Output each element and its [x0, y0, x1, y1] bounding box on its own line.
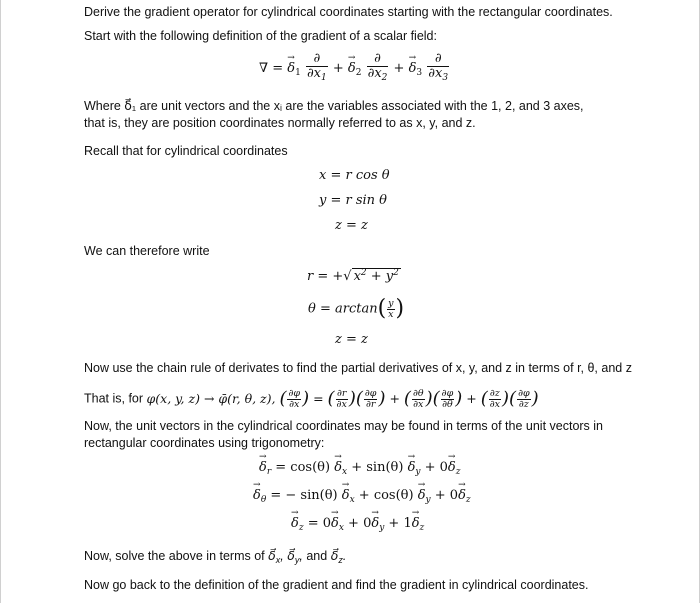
y-equation: y = r sin θ: [319, 193, 388, 208]
solve-line: Now, solve the above in terms of $\delta⃗_x$, $\delta⃗_y$, and $\delta⃗_z$.: [84, 549, 347, 565]
recall-line: Recall that for cylindrical coordinates: [84, 144, 288, 158]
z-equation: z = z: [335, 218, 368, 233]
unit-vector-trig-line: Now, the unit vectors in the cylindrical coordinates may be found in terms of the unit vectors in rectangular coordinates using trigonometry:: [84, 419, 604, 450]
delta-z-equation: → $\delta_z = 0\to \delta_x + 0\to \delta_y + 1\to \delta_z$: [291, 516, 424, 533]
delta-theta-equation: → $\delta_\theta$ = − $\sin(\theta) \to \delta_x + \cos(\theta) \to \delta_y + 0\to \delta_z$: [253, 488, 471, 505]
x-equation: x = r cos θ: [319, 168, 390, 183]
z-equation-2: z = z: [335, 332, 368, 347]
chain-rule-line: Now use the chain rule of derivates to find the partial derivatives of x, y, and z in terms of r, θ, and z: [84, 361, 632, 375]
r-equation: r = +√ $x^2 + y^2$: [307, 268, 399, 284]
delta-r-equation: → $\delta_r = \cos(\theta) \to \delta_x + \sin(\theta) \to \delta_y + 0\to \delta_z$: [259, 460, 461, 477]
gradient-equation: ∇ = → $\delta_1$ $\frac{\partial}{\partial x_1}$ + → $\delta_2$ $\frac{\partial}{\partial x_2}$ + → $\delta_3$ $\frac{\partial}{\partial x_3}$: [259, 52, 450, 85]
chain-rule-equation: That is, for φ(x, y, z) → φ̄(r, θ, z), ( $\frac{\partial\varphi}{\partial x}$ ) = ( $\frac{\partial r}{\partial x}$ )( $\frac{\partial\varphi}{\partial r}$ ) + ( $\frac{\partial\theta}{\partial x}$ )( $\frac{\partial\varphi}{\partial\theta}$ ) + ( $\frac{\partial z}{\partial x}$ )( $\frac{\partial\varphi}{\partial z}$ ): [84, 387, 539, 410]
final-instruction-line: Now go back to the definition of the gradient and find the gradient in cylindrical coordinates.: [84, 578, 589, 592]
unit-vector-explanation: Where δ⃗₁ are unit vectors and the xᵢ are the variables associated with the 1, 2, and 3 axes, that is, they are position coordinates normally referred to as x, y, and z.: [84, 99, 584, 130]
intro-line: Derive the gradient operator for cylindrical coordinates starting with the rectangular coordinates.: [84, 5, 613, 19]
theta-equation: θ = arctan( $\frac{y}{x}$ ): [308, 296, 405, 321]
gradient-def-line: Start with the following definition of the gradient of a scalar field:: [84, 29, 437, 43]
therefore-line: We can therefore write: [84, 244, 210, 258]
